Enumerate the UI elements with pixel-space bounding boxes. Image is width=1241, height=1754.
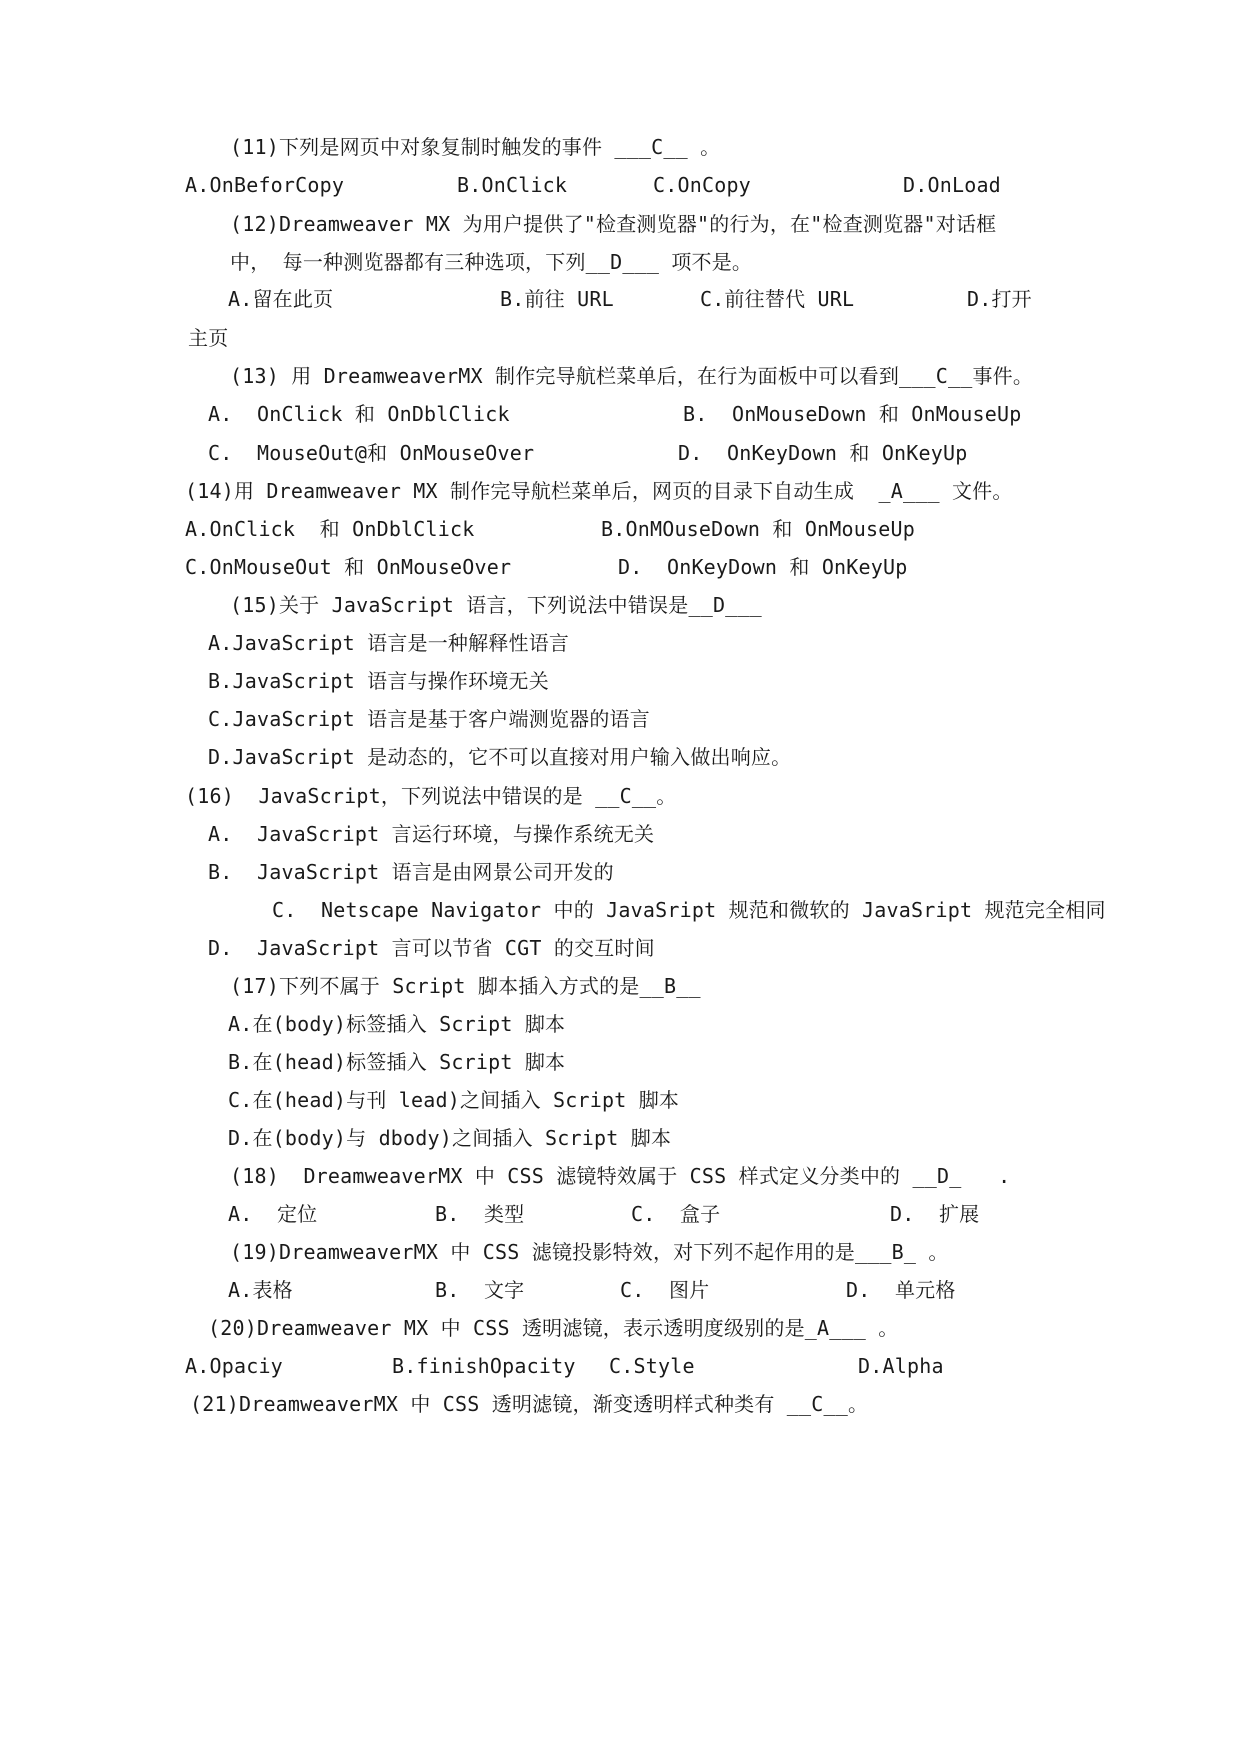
question-16-option-d: D. JavaScript 言可以节省 CGT 的交互时间 xyxy=(208,936,655,960)
question-11-option-b: B.OnClick xyxy=(457,173,568,197)
question-11-stem: (11)下列是网页中对象复制时触发的事件 ___C__ 。 xyxy=(230,135,721,159)
question-12-option-d-wrap: 主页 xyxy=(188,326,229,350)
question-19-stem: (19)DreamweaverMX 中 CSS 滤镜投影特效，对下列不起作用的是___B_ 。 xyxy=(230,1240,949,1264)
question-20-stem: (20)Dreamweaver MX 中 CSS 透明滤镜，表示透明度级别的是_A___ 。 xyxy=(208,1316,899,1340)
question-14-option-d: D. OnKeyDown 和 OnKeyUp xyxy=(618,555,908,579)
question-11-option-d: D.OnLoad xyxy=(903,173,1001,197)
question-13-stem: (13) 用 DreamweaverMX 制作完导航栏菜单后，在行为面板中可以看到___C__事件。 xyxy=(230,364,1034,388)
question-16-option-b: B. JavaScript 语言是由网景公司开发的 xyxy=(208,860,614,884)
question-15-option-b: B.JavaScript 语言与操作环境无关 xyxy=(208,669,549,693)
question-12-option-c: C.前往替代 URL xyxy=(700,287,855,311)
question-15-option-c: C.JavaScript 语言是基于客户端测览器的语言 xyxy=(208,707,650,731)
question-12-option-a: A.留在此页 xyxy=(228,287,334,311)
question-17-option-d: D.在(body)与 dbody)之间插入 Script 脚本 xyxy=(228,1126,672,1150)
question-20-option-d: D.Alpha xyxy=(858,1354,944,1378)
question-15-stem: (15)关于 JavaScript 语言，下列说法中错误是__D___ xyxy=(230,593,762,617)
question-18-option-a: A. 定位 xyxy=(228,1202,318,1226)
question-19-option-d: D. 单元格 xyxy=(846,1278,956,1302)
question-11-option-c: C.OnCopy xyxy=(653,173,751,197)
question-21-stem: (21)DreamweaverMX 中 CSS 透明滤镜，渐变透明样式种类有 __C__。 xyxy=(190,1392,869,1416)
question-20-option-b: B.finishOpacity xyxy=(392,1354,576,1378)
question-17-stem: (17)下列不属于 Script 脚本插入方式的是__B__ xyxy=(230,974,701,998)
question-14-option-b: B.OnMOuseDown 和 OnMouseUp xyxy=(601,517,915,541)
question-17-option-b: B.在(head)标签插入 Script 脚本 xyxy=(228,1050,566,1074)
question-14-stem: (14)用 Dreamweaver MX 制作完导航栏菜单后，网页的目录下自动生成 _A___ 文件。 xyxy=(185,479,1013,503)
question-16-option-a: A. JavaScript 言运行环境，与操作系统无关 xyxy=(208,822,655,846)
question-17-option-a: A.在(body)标签插入 Script 脚本 xyxy=(228,1012,566,1036)
question-12-option-d: D.打开 xyxy=(967,287,1032,311)
question-12-stem-line1: (12)Dreamweaver MX 为用户提供了"检查测览器"的行为，在"检查测览器"对话框 xyxy=(230,212,997,236)
question-16-stem: (16) JavaScript，下列说法中错误的是 __C__。 xyxy=(185,784,677,808)
question-13-option-d: D. OnKeyDown 和 OnKeyUp xyxy=(678,441,968,465)
question-17-option-c: C.在(head)与刊 lead)之间插入 Script 脚本 xyxy=(228,1088,680,1112)
question-19-option-a: A.表格 xyxy=(228,1278,293,1302)
question-15-option-a: A.JavaScript 语言是一种解释性语言 xyxy=(208,631,570,655)
question-15-option-d: D.JavaScript 是动态的，它不可以直接对用户输入做出响应。 xyxy=(208,745,792,769)
question-18-stem: (18) DreamweaverMX 中 CSS 滤镜特效属于 CSS 样式定义分类中的 __D_ . xyxy=(230,1164,1011,1188)
question-20-option-c: C.Style xyxy=(609,1354,695,1378)
question-12-stem-line2: 中， 每一种测览器都有三种选项，下列__D___ 项不是。 xyxy=(230,250,753,274)
question-19-option-b: B. 文字 xyxy=(435,1278,525,1302)
question-13-option-a: A. OnClick 和 OnDblClick xyxy=(208,402,510,426)
question-19-option-c: C. 图片 xyxy=(620,1278,710,1302)
question-14-option-a: A.OnClick 和 OnDblClick xyxy=(185,517,475,541)
question-18-option-c: C. 盒子 xyxy=(631,1202,721,1226)
question-16-option-c: C. Netscape Navigator 中的 JavaSript 规范和微软的 JavaSript 规范完全相同 xyxy=(272,898,1106,922)
question-13-option-b: B. OnMouseDown 和 OnMouseUp xyxy=(683,402,1022,426)
question-11-option-a: A.OnBeforCopy xyxy=(185,173,345,197)
question-14-option-c: C.OnMouseOut 和 OnMouseOver xyxy=(185,555,512,579)
question-20-option-a: A.Opaciy xyxy=(185,1354,283,1378)
question-13-option-c: C. MouseOut@和 OnMouseOver xyxy=(208,441,535,465)
question-12-option-b: B.前往 URL xyxy=(500,287,614,311)
question-18-option-d: D. 扩展 xyxy=(890,1202,980,1226)
question-18-option-b: B. 类型 xyxy=(435,1202,525,1226)
